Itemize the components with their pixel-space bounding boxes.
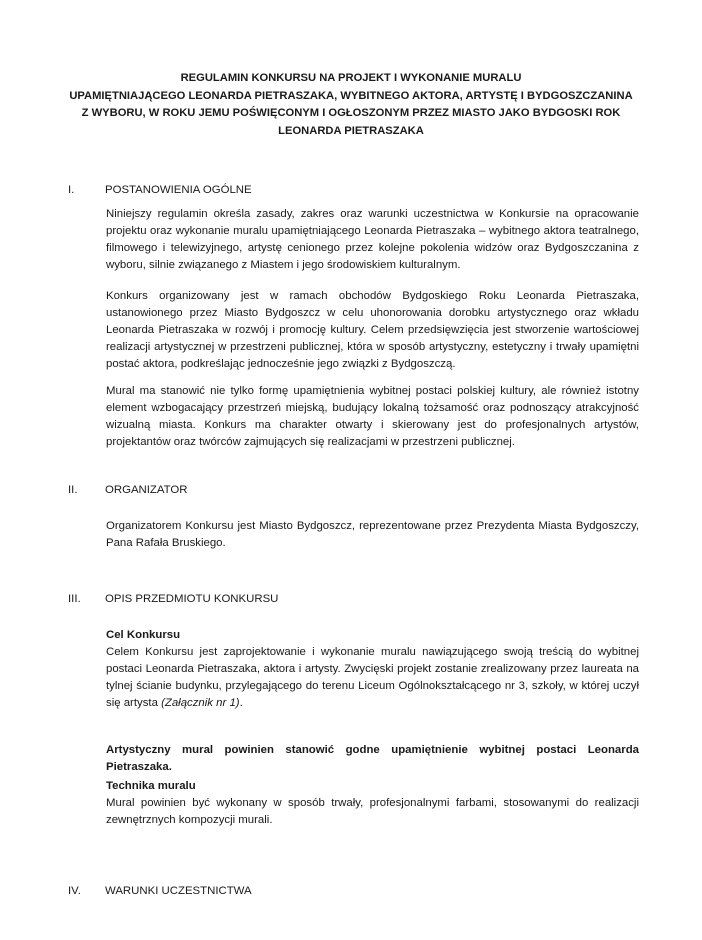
section-title: ORGANIZATOR [105, 484, 188, 496]
section-4-heading [68, 883, 648, 900]
section-3-technique-block [106, 778, 639, 829]
section-2-paragraph-1 [106, 518, 639, 552]
section-2-heading [68, 482, 648, 499]
section-1-paragraph-3 [106, 383, 639, 451]
section-title: POSTANOWIENIA OGÓLNE [105, 184, 252, 196]
section-title: OPIS PRZEDMIOTU KONKURSU [105, 593, 279, 605]
paragraph-text: Mural ma stanowić nie tylko formę upamiętnienia wybitnej postaci polskiej kultury, ale również istotny element wzbogacający przestrzeń miejską, budujący lokalną tożsamość oraz podnoszący atrakcyjność wizualną miasta. Konkurs ma charakter otwarty i skierowany jest do profesjonalnych artystów, projektantów oraz twórców zajmujących się realizacjami w przestrzeni publicznej. [106, 385, 639, 448]
section-number: II. [68, 484, 78, 496]
section-1-paragraph-1 [106, 206, 639, 274]
paragraph-text [106, 644, 639, 712]
paragraph-text: Niniejszy regulamin określa zasady, zakres oraz warunki uczestnictwa w Konkursie na opracowanie projektu oraz wykonanie muralu upamiętniającego Leonarda Pietraszaka – wybitnego aktora teatralnego, filmowego i telewizyjnego, artystę cenionego przez kolejne pokolenia widzów oraz Bydgoszczanina z wyboru, silnie związanego z Miastem i jego środowiskiem kulturalnym. [106, 208, 639, 271]
subheading-goal: Cel Konkursu [106, 629, 181, 641]
section-3-goal-block [106, 627, 639, 712]
paragraph-text: Mural powinien być wykonany w sposób trwały, profesjonalnymi farbami, stosowanymi do realizacji zewnętrznych kompozycji murali. [106, 797, 639, 826]
section-number: III. [68, 593, 81, 605]
document-title [60, 70, 642, 140]
attachment-reference: (Załącznik nr 1) [161, 697, 240, 709]
paragraph-text: Organizatorem Konkursu jest Miasto Bydgoszcz, reprezentowane przez Prezydenta Miasta Bydgoszczy, Pana Rafała Bruskiego. [106, 520, 639, 549]
title-line-4: LEONARDA PIETRASZAKA [278, 124, 424, 137]
section-3-bold-statement [106, 742, 639, 776]
subheading-technique: Technika muralu [106, 780, 196, 792]
section-1-paragraph-2 [106, 288, 639, 373]
title-line-3: Z WYBORU, W ROKU JEMU POŚWIĘCONYM I OGŁOSZONYM PRZEZ MIASTO JAKO BYDGOSKI ROK [81, 107, 621, 119]
title-line-2: UPAMIĘTNIAJĄCEGO LEONARDA PIETRASZAKA, WYBITNEGO AKTORA, ARTYSTĘ I BYDGOSZCZANINA [69, 89, 633, 102]
paragraph-body: Celem Konkursu jest zaprojektowanie i wykonanie muralu nawiązującego swoją treścią do wybitnej postaci Leonarda Pietraszaka, aktora i artysty. Zwycięski projekt zostanie zrealizowany przez laureata na tylnej ścianie budynku, przylegającego do terenu Liceum Ogólnokształcącego nr 3, szkoły, w której uczył się artysta [106, 646, 639, 709]
bold-statement: Artystyczny mural powinien stanowić godne upamiętnienie wybitnej postaci Leonarda Pietraszaka. [106, 744, 639, 773]
title-line-1: REGULAMIN KONKURSU NA PROJEKT I WYKONANIE MURALU [180, 72, 522, 84]
paragraph-end: . [239, 697, 243, 709]
section-title: WARUNKI UCZESTNICTWA [105, 885, 252, 897]
section-1-heading [68, 182, 648, 199]
section-number: IV. [68, 885, 81, 897]
paragraph-text: Konkurs organizowany jest w ramach obchodów Bydgoskiego Roku Leonarda Pietraszaka, ustanowionego przez Miasto Bydgoszcz w celu uhonorowania dorobku artystycznego oraz wkładu Leonarda Pietraszaka w rozwój i promocję kultury. Celem przedsięwzięcia jest stworzenie wartościowej realizacji artystycznej w przestrzeni publicznej, która w sposób artystyczny, estetyczny i trwały upamiętni postać aktora, podkreślając jednocześnie jego związki z Bydgoszczą. [106, 290, 639, 370]
section-number: I. [68, 184, 75, 196]
section-3-heading [68, 591, 648, 608]
